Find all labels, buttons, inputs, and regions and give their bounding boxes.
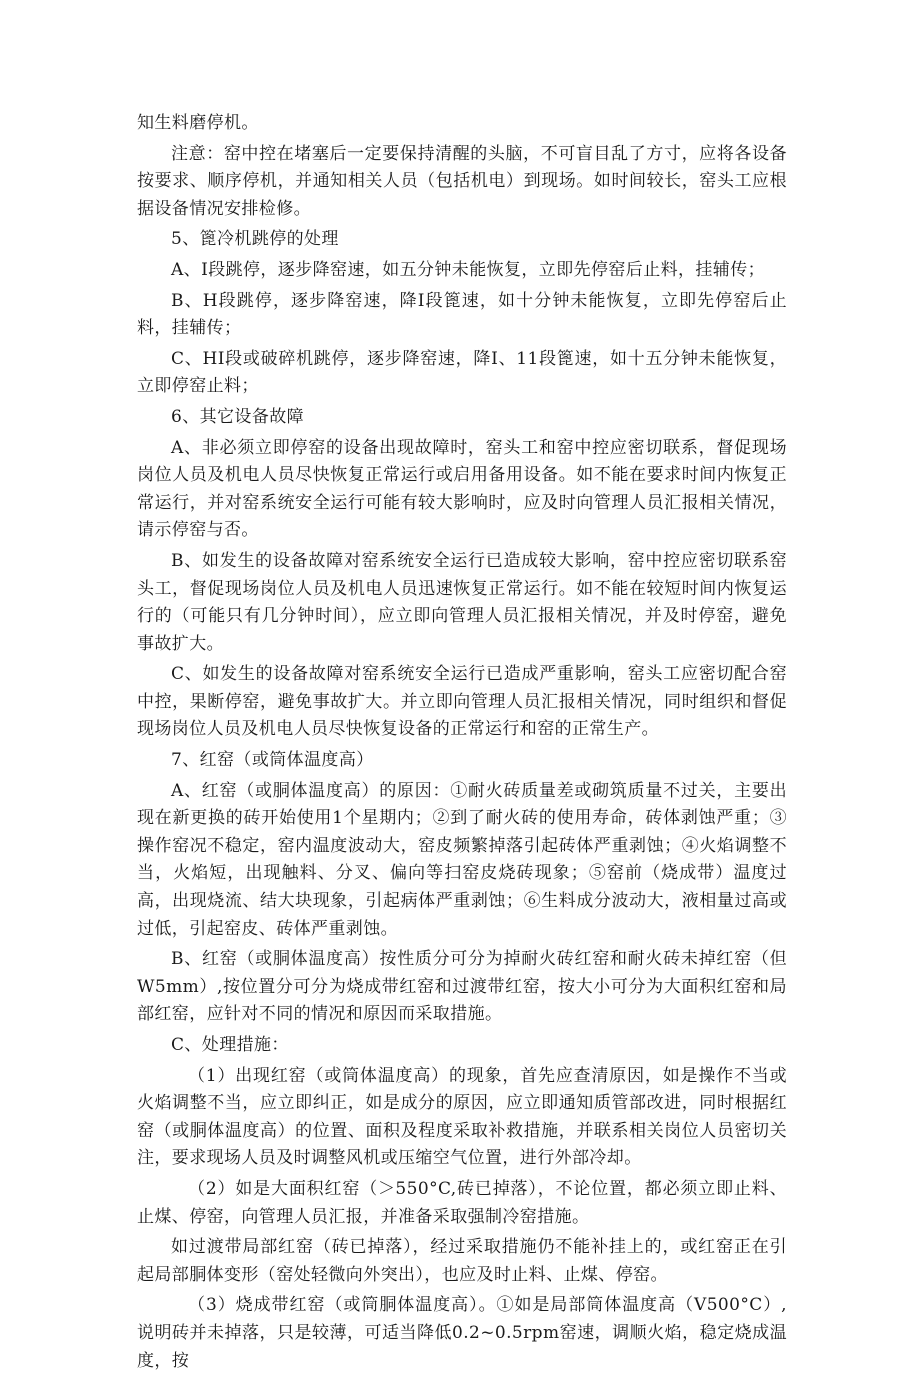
- paragraph-5b: B、H段跳停，逐步降窑速，降I段篦速，如十分钟未能恢复，立即先停窑后止料，挂辅传；: [137, 290, 787, 339]
- paragraph-5c: C、HI段或破碎机跳停，逐步降窑速，降I、11段篦速，如十五分钟未能恢复，立即停窑止料；: [137, 348, 787, 397]
- document-body: [137, 110, 787, 1375]
- paragraph-note: 注意：窑中控在堵塞后一定要保持清醒的头脑，不可盲目乱了方寸，应将各设备按要求、顺序停机，并通知相关人员（包括机电）到现场。如时间较长，窑头工应根据设备情况安排检修。: [137, 143, 787, 219]
- paragraph-measure-1: （1）出现红窑（或筒体温度高）的现象，首先应查清原因，如是操作不当或火焰调整不当，应立即纠正，如是成分的原因，应立即通知质管部改进，同时根据红窑（或胴体温度高）的位置、面积及程度采取补救措施，并联系相关岗位人员密切关注，要求现场人员及时调整风机或压缩空气位置，进行外部冷却。: [137, 1065, 787, 1169]
- section-heading-6: 6、其它设备故障: [171, 406, 305, 427]
- paragraph-continuation: 知生料磨停机。: [137, 113, 259, 133]
- paragraph-measure-3: （3）烧成带红窑（或筒胴体温度高）。①如是局部筒体温度高（V500°C）,说明砖并未掉落，只是较薄，可适当降低0.2~0.5rpm窑速，调顺火焰，稳定烧成温度，按: [137, 1295, 787, 1371]
- paragraph-7b: B、红窑（或胴体温度高）按性质分可分为掉耐火砖红窑和耐火砖未掉红窑（但W5mm）,按位置分可分为烧成带红窑和过渡带红窑，按大小可分为大面积红窑和局部红窑，应针对不同的情况和原因而采取措施。: [137, 949, 787, 1025]
- paragraph-6a: A、非必须立即停窑的设备出现故障时，窑头工和窑中控应密切联系，督促现场岗位人员及机电人员尽快恢复正常运行或启用备用设备。如不能在要求时间内恢复正常运行，并对窑系统安全运行可能有较大影响时，应及时向管理人员汇报相关情况，请示停窑与否。: [137, 437, 787, 541]
- section-heading-7: 7、红窑（或筒体温度高）: [171, 750, 374, 771]
- paragraph-6b: B、如发生的设备故障对窑系统安全运行已造成较大影响，窑中控应密切联系窑头工，督促现场岗位人员及机电人员迅速恢复正常运行。如不能在较短时间内恢复运行的（可能只有几分钟时间），应立即向管理人员汇报相关情况，并及时停窑，避免事故扩大。: [137, 550, 787, 654]
- paragraph-7a: A、红窑（或胴体温度高）的原因：①耐火砖质量差或砌筑质量不过关，主要出现在新更换的砖开始使用1个星期内；②到了耐火砖的使用寿命，砖体剥蚀严重；③操作窑况不稳定，窑内温度波动大，窑皮频繁掉落引起砖体严重剥蚀；④火焰调整不当，火焰短，出现触料、分叉、偏向等扫窑皮烧砖现象；⑤窑前（烧成带）温度过高，出现烧流、结大块现象，引起病体严重剥蚀；⑥生料成分波动大，液相量过高或过低，引起窑皮、砖体严重剥蚀。: [137, 780, 787, 939]
- paragraph-6c: C、如发生的设备故障对窑系统安全运行已造成严重影响，窑头工应密切配合窑中控，果断停窑，避免事故扩大。并立即向管理人员汇报相关情况，同时组织和督促现场岗位人员及机电人员尽快恢复设备的正常运行和窑的正常生产。: [137, 664, 787, 740]
- paragraph-5a: A、I段跳停，逐步降窑速，如五分钟未能恢复，立即先停窑后止料，挂辅传；: [171, 259, 765, 280]
- section-heading-5: 5、篦冷机跳停的处理: [171, 229, 339, 250]
- paragraph-measure-2: （2）如是大面积红窑（＞550°C,砖已掉落），不论位置，都必须立即止料、止煤、停窑，向管理人员汇报，并准备采取强制冷窑措施。: [137, 1178, 787, 1227]
- paragraph-transition-zone: 如过渡带局部红窑（砖已掉落），经过采取措施仍不能补挂上的，或红窑正在引起局部胴体变形（窑处轻微向外突出），也应及时止料、止煤、停窑。: [137, 1237, 787, 1285]
- paragraph-7c: C、处理措施：: [171, 1035, 289, 1055]
